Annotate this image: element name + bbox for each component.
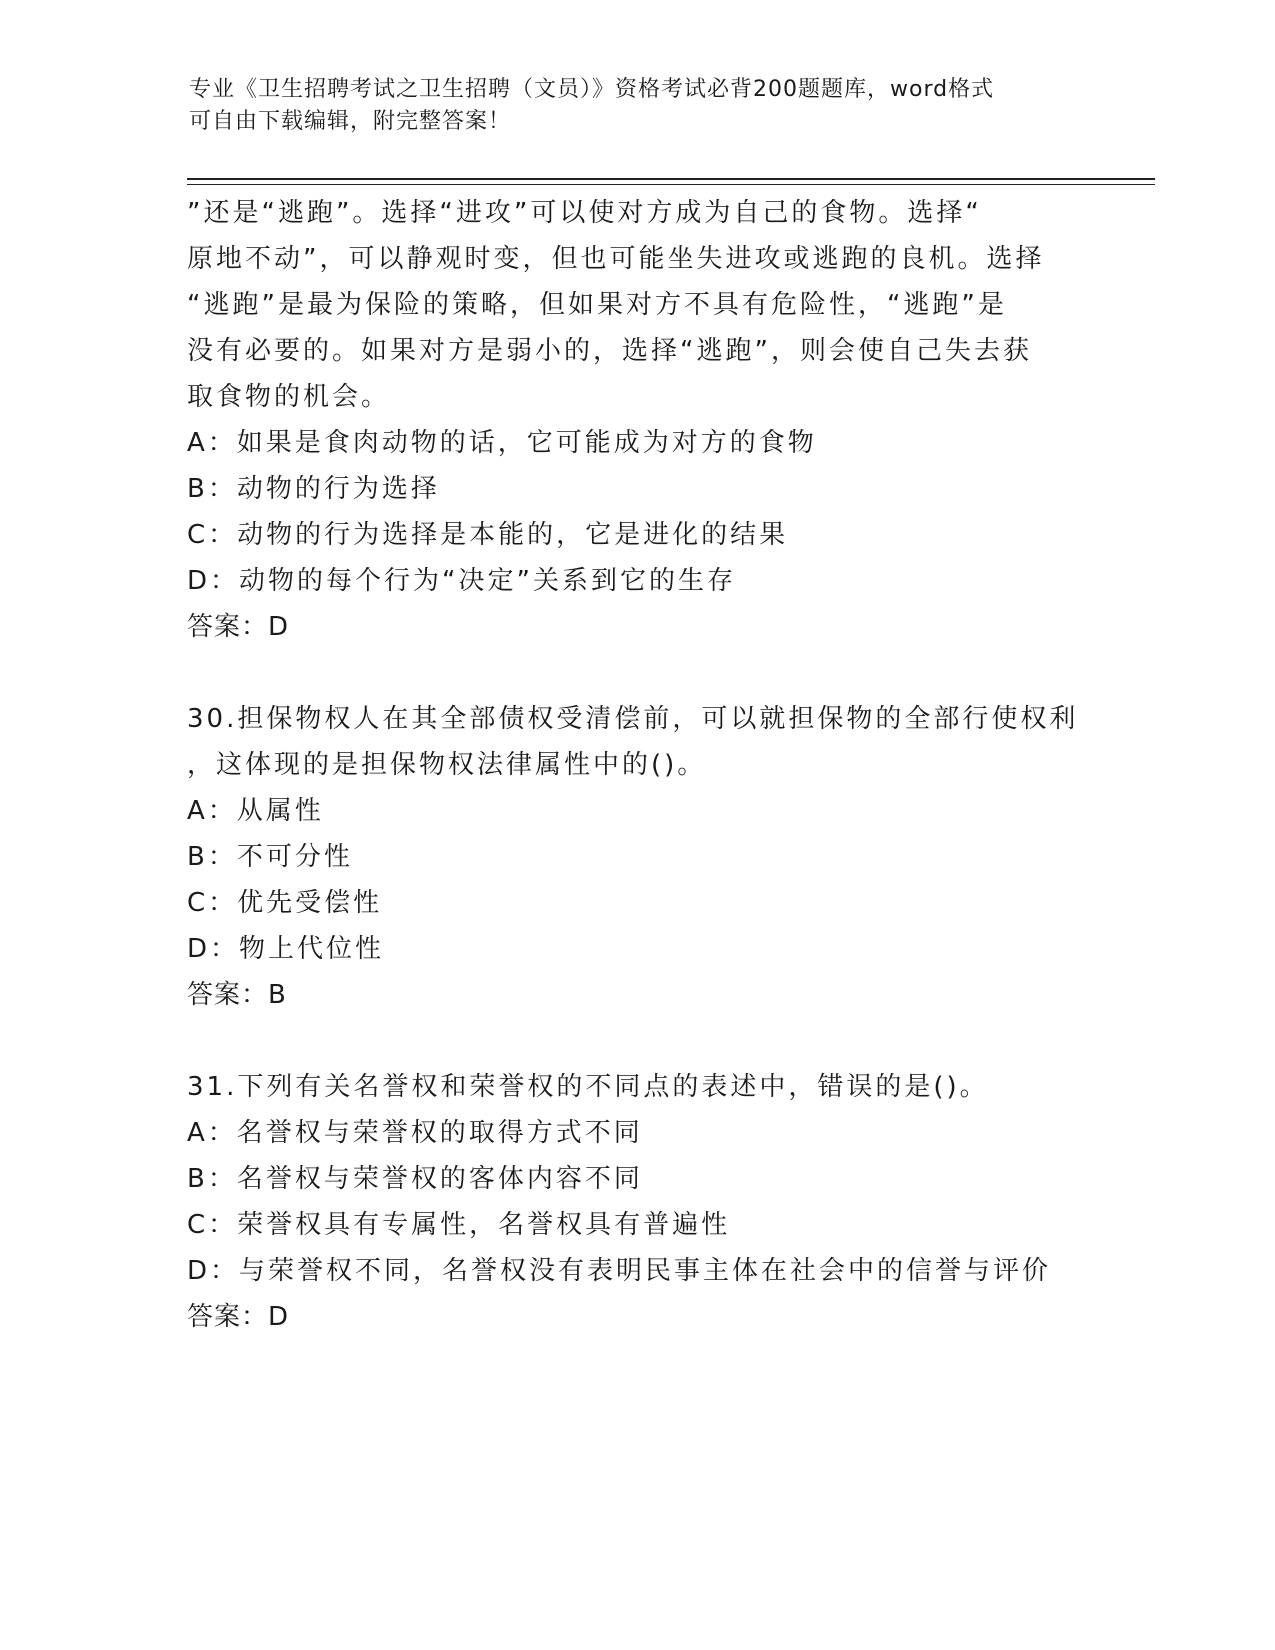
spacer — [187, 1018, 1087, 1064]
option-d: D：动物的每个行为“决定”关系到它的生存 — [187, 566, 736, 596]
option-c: C：优先受偿性 — [187, 888, 383, 918]
option-c: C：荣誉权具有专属性，名誉权具有普遍性 — [187, 1210, 731, 1240]
question-29-continuation — [187, 190, 1087, 650]
option-b: B：不可分性 — [187, 842, 353, 872]
spacer — [187, 650, 1087, 696]
document-body — [187, 190, 1087, 1340]
header-line-2: 可自由下载编辑，附完整答案！ — [189, 109, 512, 134]
answer-label: 答案：B — [187, 980, 287, 1010]
question-30 — [187, 696, 1087, 1018]
option-b: B：名誉权与荣誉权的客体内容不同 — [187, 1164, 643, 1194]
header-divider-thin — [187, 184, 1155, 185]
option-d: D：与荣誉权不同，名誉权没有表明民事主体在社会中的信誉与评价 — [187, 1256, 1052, 1286]
answer-label: 答案：D — [187, 612, 290, 642]
option-b: B：动物的行为选择 — [187, 474, 440, 504]
header-line-1: 专业《卫生招聘考试之卫生招聘（文员）》资格考试必背200题题库，word格式 — [189, 77, 995, 102]
question-stem: 30.担保物权人在其全部债权受清偿前，可以就担保物的全部行使权利 — [187, 704, 1079, 734]
paragraph-line: 原地不动”，可以静观时变，但也可能坐失进攻或逃跑的良机。选择 — [187, 244, 1045, 274]
question-31 — [187, 1064, 1087, 1340]
option-d: D：物上代位性 — [187, 934, 385, 964]
option-a: A：如果是食肉动物的话，它可能成为对方的食物 — [187, 428, 817, 458]
paragraph-line: “逃跑”是最为保险的策略，但如果对方不具有危险性，“逃跑”是 — [187, 290, 1007, 320]
option-a: A：从属性 — [187, 796, 324, 826]
question-stem: ，这体现的是担保物权法律属性中的()。 — [187, 750, 707, 780]
paragraph-line: ”还是“逃跑”。选择“进攻”可以使对方成为自己的食物。选择“ — [187, 198, 982, 228]
option-a: A：名誉权与荣誉权的取得方式不同 — [187, 1118, 643, 1148]
question-stem: 31.下列有关名誉权和荣誉权的不同点的表述中，错误的是()。 — [187, 1072, 989, 1102]
paragraph-line: 取食物的机会。 — [187, 382, 391, 412]
option-c: C：动物的行为选择是本能的，它是进化的结果 — [187, 520, 789, 550]
answer-label: 答案：D — [187, 1302, 290, 1332]
header-divider-thick — [187, 178, 1155, 180]
document-header — [189, 74, 1089, 138]
paragraph-line: 没有必要的。如果对方是弱小的，选择“逃跑”，则会使自己失去获 — [187, 336, 1032, 366]
